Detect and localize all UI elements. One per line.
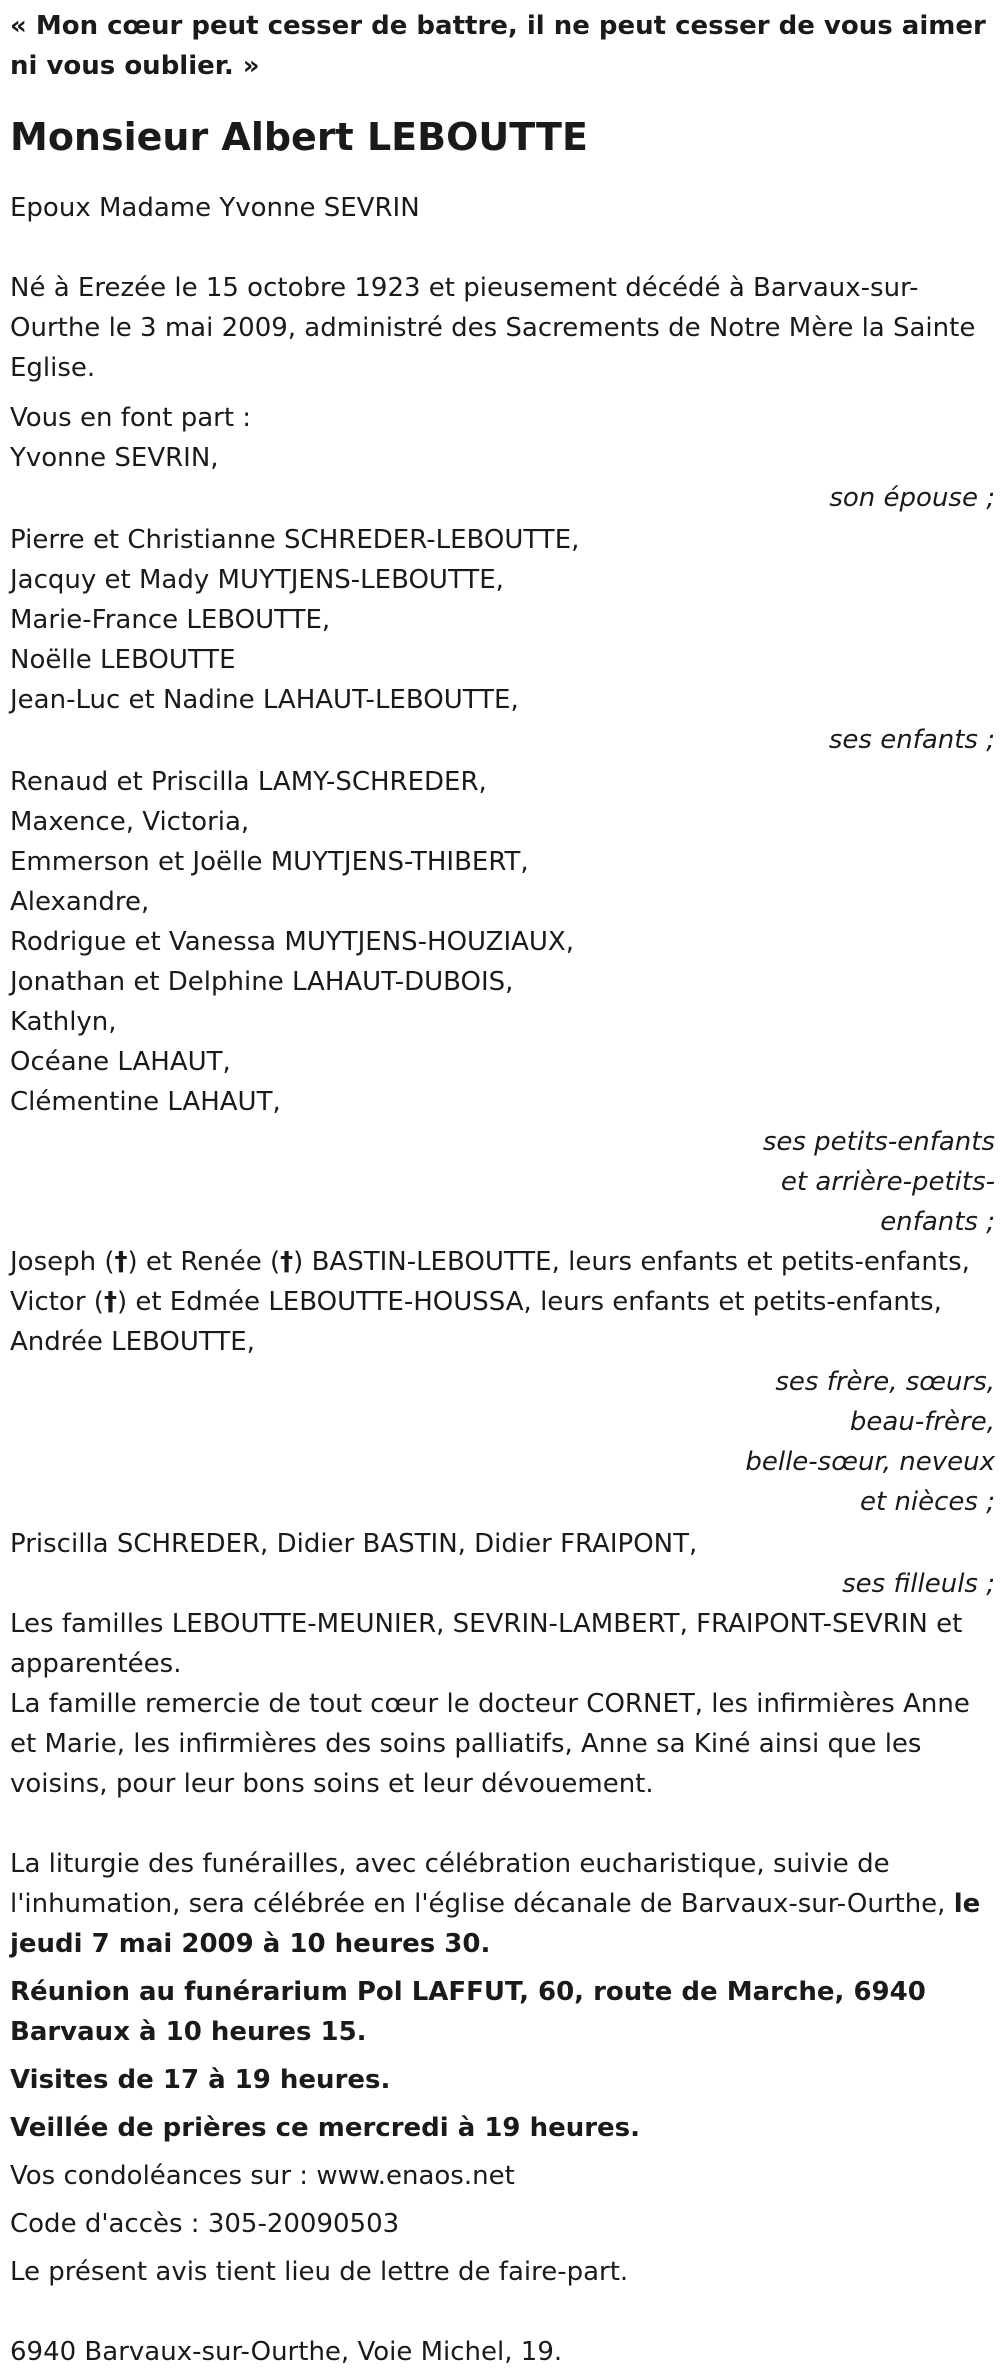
cross-icon: † xyxy=(114,1247,128,1277)
condolences-text: Vos condoléances sur : www.enaos.net xyxy=(10,2161,515,2191)
liturgy-date: le jeudi 7 mai 2009 à 10 heures 30. xyxy=(10,1889,981,1959)
list-item: Renaud et Priscilla LAMY-SCHREDER, xyxy=(10,767,487,797)
meeting-text: Réunion au funérarium Pol LAFFUT, 60, route de Marche, 6940 Barvaux à 10 heures 15. xyxy=(10,1977,926,2047)
list-item: Kathlyn, xyxy=(10,1007,117,1037)
list-item: Pierre et Christianne SCHREDER-LEBOUTTE, xyxy=(10,525,580,555)
cross-icon: † xyxy=(103,1287,117,1317)
grandchildren-role-line: enfants ; xyxy=(880,1207,995,1237)
obituary-column xyxy=(10,6,995,2372)
address-text: 6940 Barvaux-sur-Ourthe, Voie Michel, 19. xyxy=(10,2337,563,2367)
list-item: Clémentine LAHAUT, xyxy=(10,1087,281,1117)
grandchildren-role-line: et arrière-petits- xyxy=(780,1167,995,1197)
list-item: Jonathan et Delphine LAHAUT-DUBOIS, xyxy=(10,967,514,997)
list-item: Rodrigue et Vanessa MUYTJENS-HOUZIAUX, xyxy=(10,927,575,957)
siblings-block xyxy=(10,1242,995,1522)
children-block xyxy=(10,520,995,760)
list-item: Jean-Luc et Nadine LAHAUT-LEBOUTTE, xyxy=(10,685,519,715)
list-item: Noëlle LEBOUTTE xyxy=(10,645,236,675)
list-item: Emmerson et Joëlle MUYTJENS-THIBERT, xyxy=(10,847,529,877)
godchildren-names: Priscilla SCHREDER, Didier BASTIN, Didier FRAIPONT, xyxy=(10,1529,698,1559)
grandchildren-role-line: ses petits-enfants xyxy=(762,1127,995,1157)
list-item: Maxence, Victoria, xyxy=(10,807,250,837)
grandchildren-block xyxy=(10,762,995,1242)
spouse-role: son épouse ; xyxy=(829,483,995,513)
godchildren-role: ses filleuls ; xyxy=(842,1569,995,1599)
notice-text: Le présent avis tient lieu de lettre de faire-part. xyxy=(10,2257,629,2287)
list-item: Jacquy et Mady MUYTJENS-LEBOUTTE, xyxy=(10,565,504,595)
siblings-role-line: beau-frère, xyxy=(849,1407,995,1437)
deceased-name: Monsieur Albert LEBOUTTE xyxy=(10,115,588,159)
access-code-text: Code d'accès : 305-20090503 xyxy=(10,2209,400,2239)
visits-text: Visites de 17 à 19 heures. xyxy=(10,2065,391,2095)
spouse-block xyxy=(10,438,995,518)
intro-text: Vous en font part : xyxy=(10,403,252,433)
list-item: Océane LAHAUT, xyxy=(10,1047,231,1077)
siblings-role-line: belle-sœur, neveux xyxy=(745,1447,995,1477)
children-role: ses enfants ; xyxy=(828,725,995,755)
siblings-role-line: ses frère, sœurs, xyxy=(775,1367,995,1397)
birth-death-text: Né à Erezée le 15 octobre 1923 et pieusement décédé à Barvaux-sur-Ourthe le 3 mai 2009, administré des Sacrements de Notre Mère la Sainte Eglise. xyxy=(10,273,976,383)
cross-icon: † xyxy=(280,1247,294,1277)
list-item: Alexandre, xyxy=(10,887,150,917)
liturgy-text: La liturgie des funérailles, avec célébration eucharistique, suivie de l'inhumation, sera célébrée en l'église décanale de Barvaux-sur-Ourthe, le jeudi 7 mai 2009 à 10 heures 30. xyxy=(10,1849,981,1959)
spouse-line: Epoux Madame Yvonne SEVRIN xyxy=(10,193,420,223)
sibling-line-andree: Andrée LEBOUTTE, xyxy=(10,1327,255,1357)
epigraph-quote: « Mon cœur peut cesser de battre, il ne peut cesser de vous aimer ni vous oublier. » xyxy=(10,11,986,81)
list-item: Marie-France LEBOUTTE, xyxy=(10,605,331,635)
sibling-line-joseph: Joseph (†) et Renée (†) BASTIN-LEBOUTTE, leurs enfants et petits-enfants, xyxy=(10,1247,970,1277)
families-text: Les familles LEBOUTTE-MEUNIER, SEVRIN-LAMBERT, FRAIPONT-SEVRIN et apparentées. xyxy=(10,1609,963,1679)
thanks-text: La famille remercie de tout cœur le docteur CORNET, les infirmières Anne et Marie, les infirmières des soins palliatifs, Anne sa Kiné ainsi que les voisins, pour leur bons soins et leur dévouement. xyxy=(10,1689,970,1799)
godchildren-block xyxy=(10,1524,995,1604)
vigil-text: Veillée de prières ce mercredi à 19 heures. xyxy=(10,2113,641,2143)
siblings-role-line: et nièces ; xyxy=(859,1487,995,1517)
sibling-line-victor: Victor (†) et Edmée LEBOUTTE-HOUSSA, leurs enfants et petits-enfants, xyxy=(10,1287,942,1317)
spouse-name: Yvonne SEVRIN, xyxy=(10,443,219,473)
